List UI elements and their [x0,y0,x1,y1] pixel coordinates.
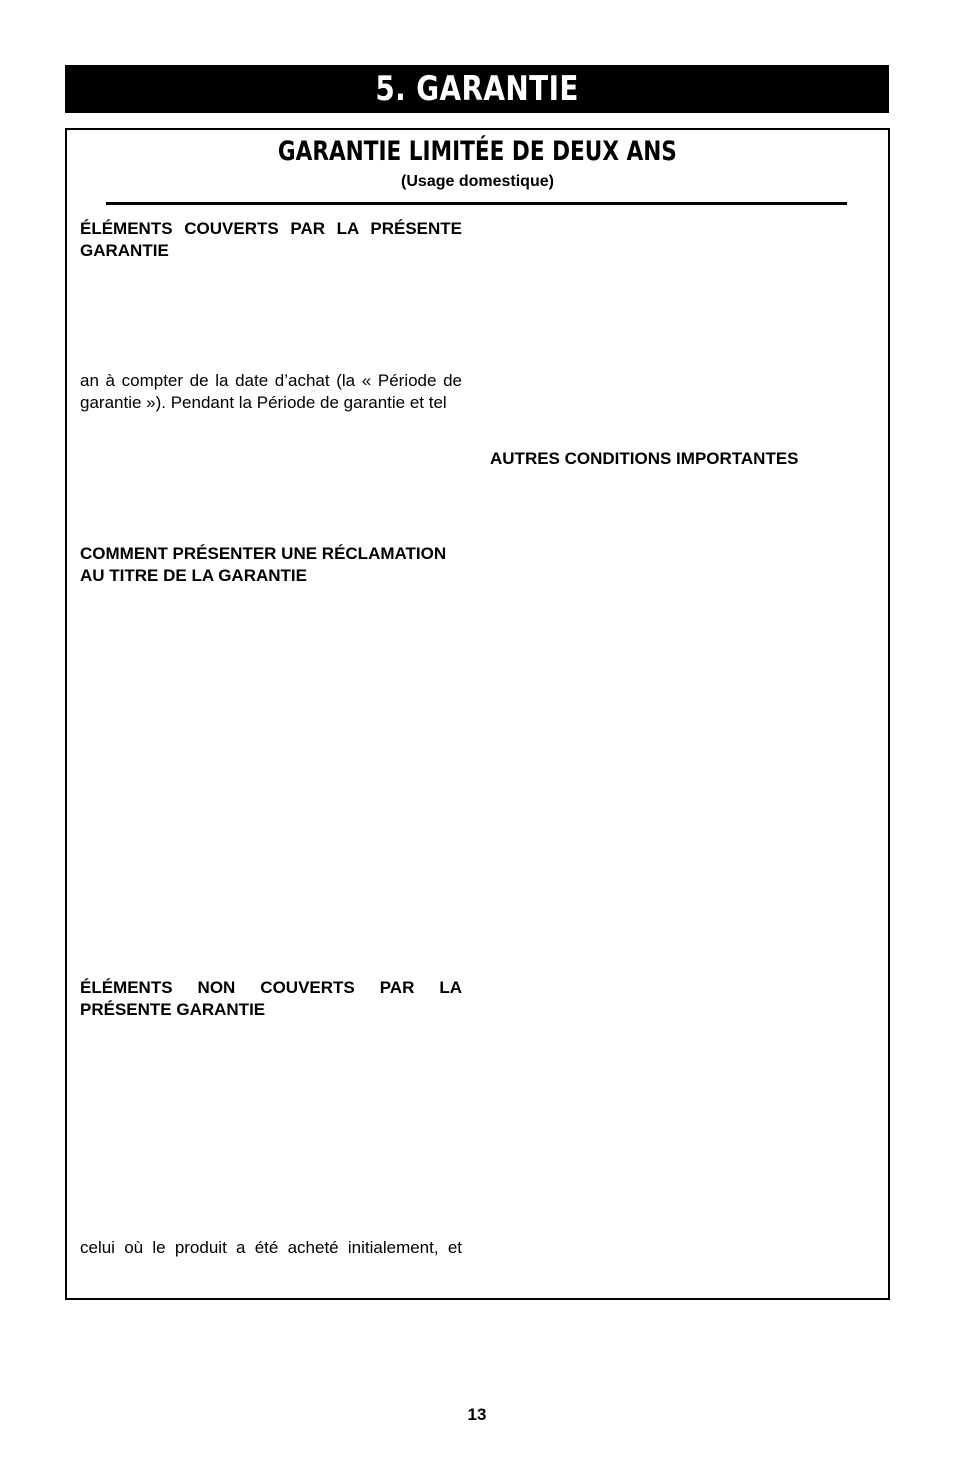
not-covered-text: celui où le produit a été acheté initialement, et [80,1238,462,1257]
not-covered-heading: ÉLÉMENTS NON COUVERTS PAR LA PRÉSENTE GARANTIE [80,978,462,1019]
section-banner [65,65,889,113]
covered-text: an à compter de la date d’achat (la « Période de garantie »). Pendant la Période de garantie et tel [80,371,462,412]
warranty-title-text: GARANTIE LIMITÉE DE DEUX ANS [278,136,677,167]
title-divider [106,202,847,205]
page-number: 13 [467,1405,487,1424]
warranty-subtitle: (Usage domestique) [401,173,554,190]
claim-heading: COMMENT PRÉSENTER UNE RÉCLAMATION AU TITRE DE LA GARANTIE [80,544,447,585]
other-conditions-heading: AUTRES CONDITIONS IMPORTANTES [490,449,799,468]
warranty-title [67,136,888,167]
section-title: 5. GARANTIE [375,69,579,109]
covered-heading: ÉLÉMENTS COUVERTS PAR LA PRÉSENTE GARANTIE [80,219,462,260]
warranty-box [65,128,890,1300]
